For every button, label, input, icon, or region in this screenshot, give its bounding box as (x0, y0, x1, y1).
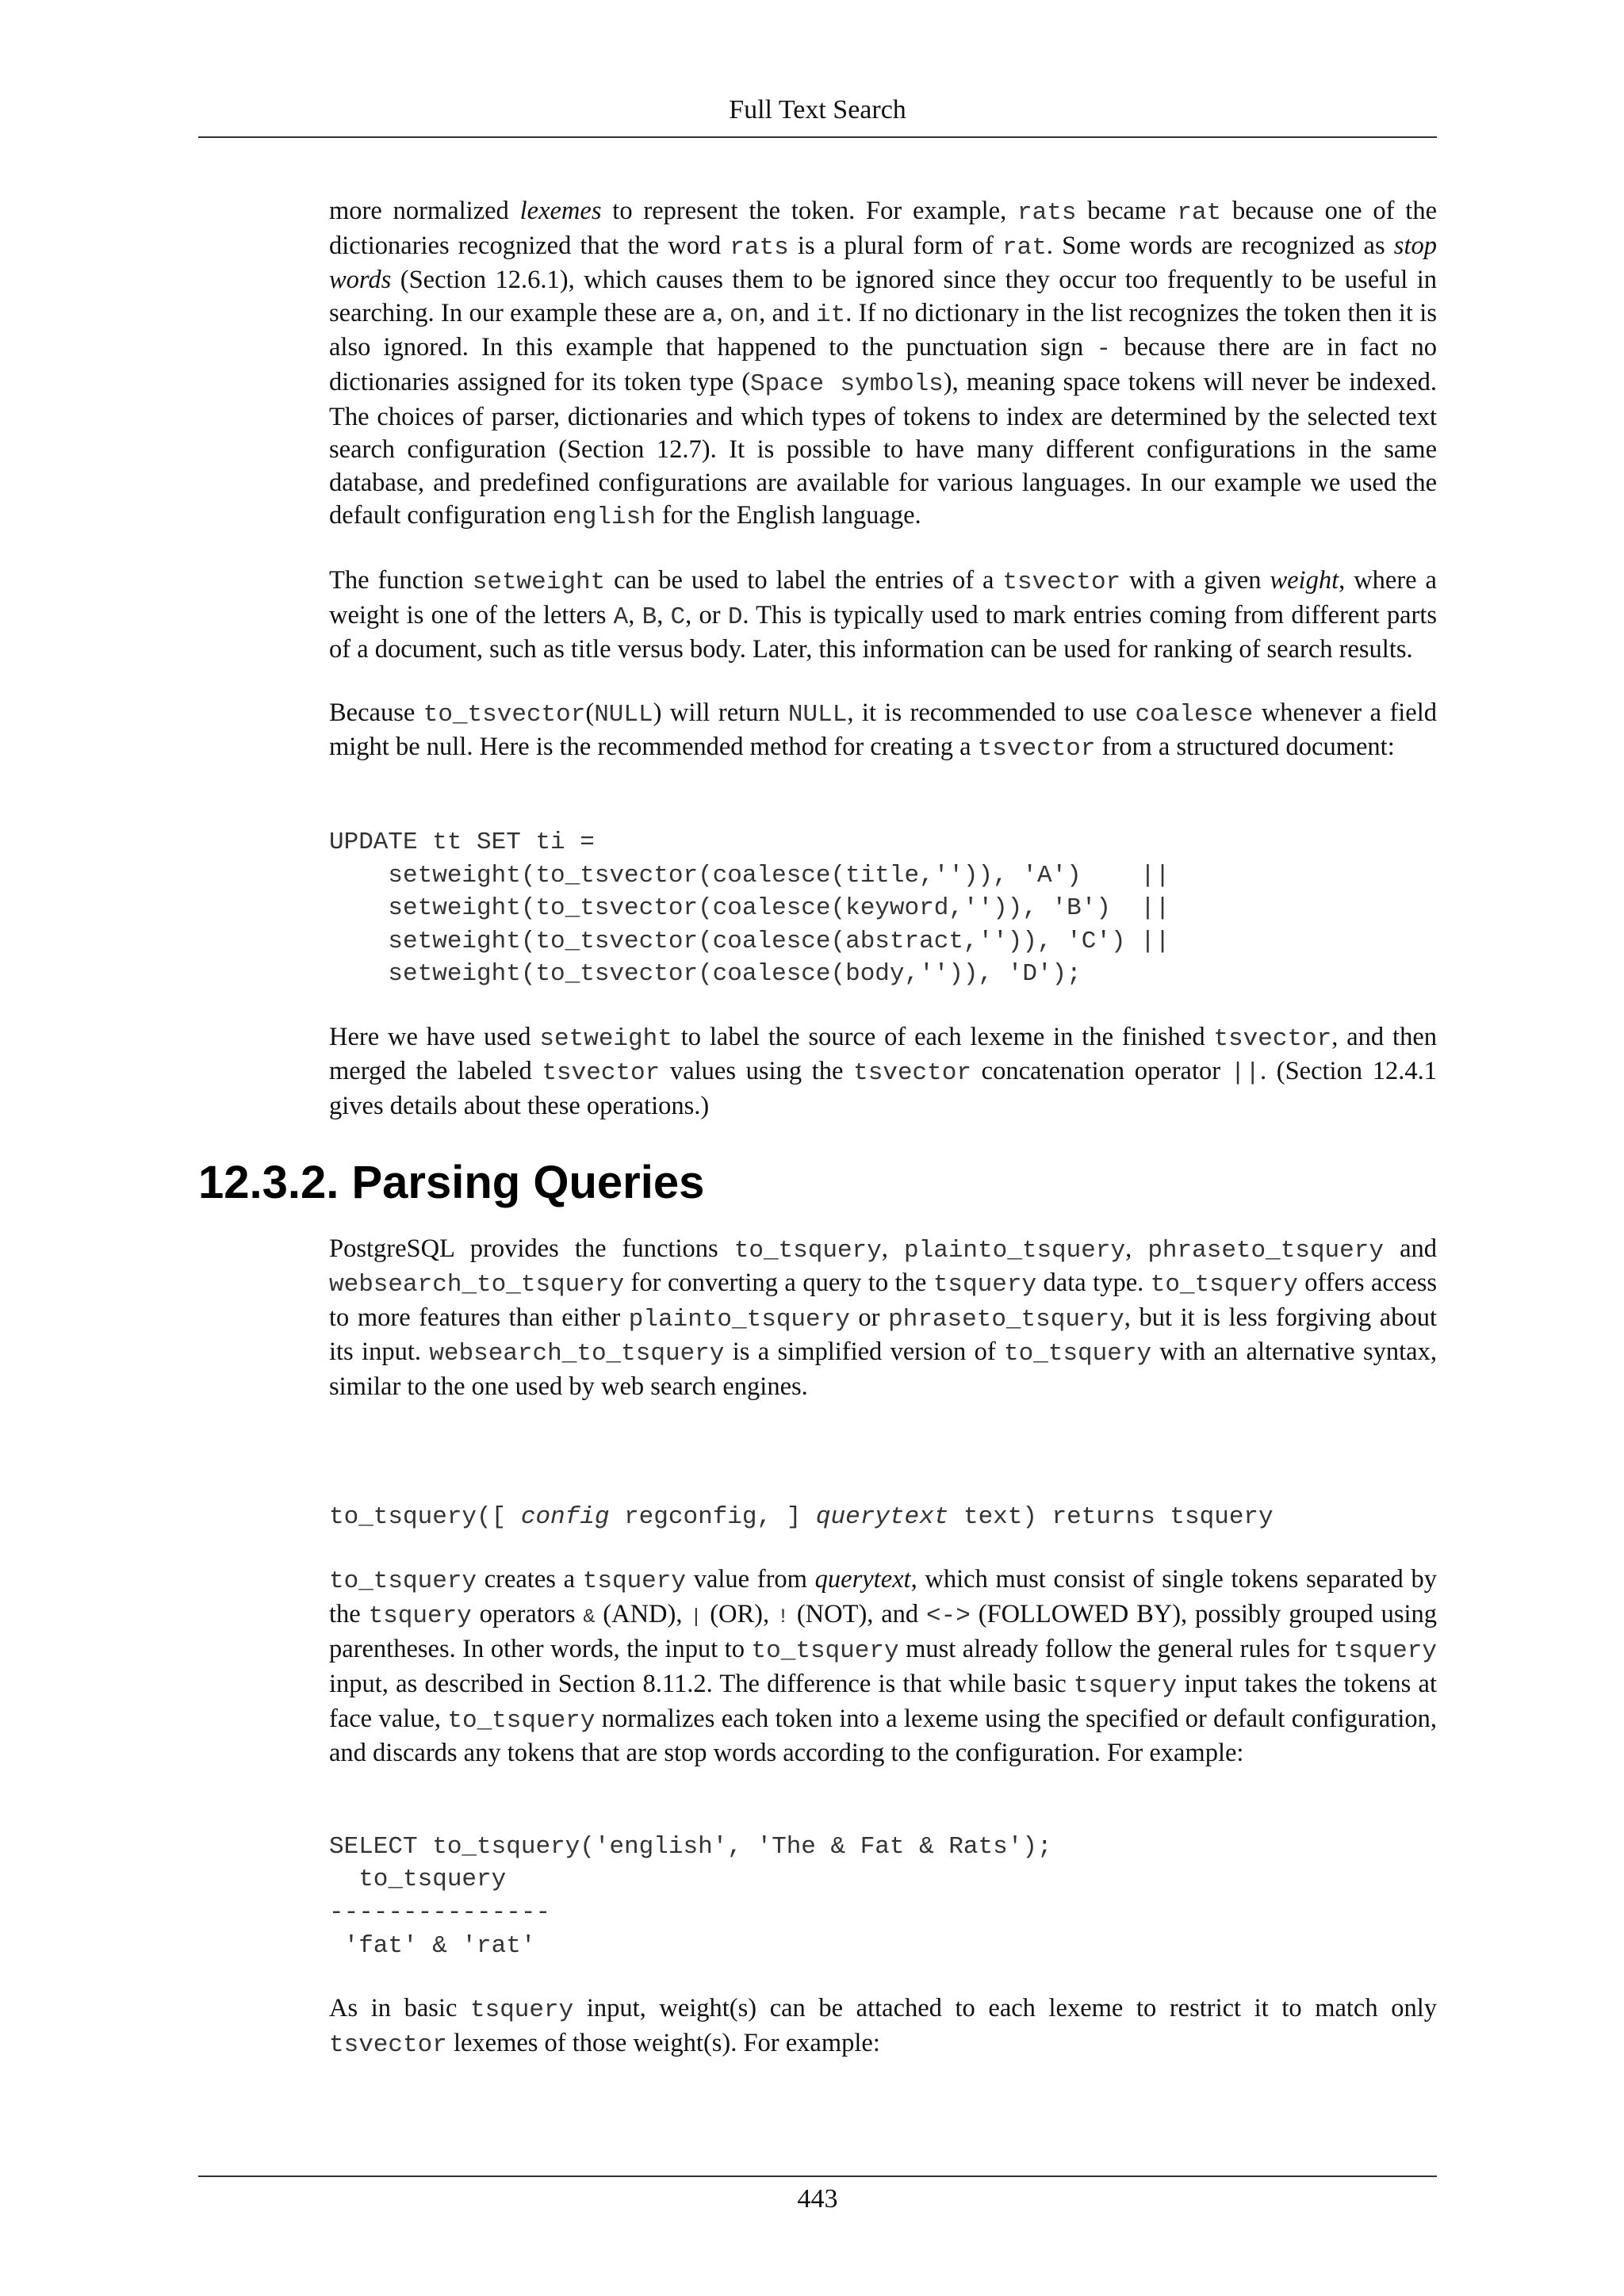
code-block-update: UPDATE tt SET ti = setweight(to_tsvector(coalesce(title,'')), 'A') || setweight(to_tsvector(coalesce(keyword,'')), 'B') || setweight(to_tsvector(coalesce(abstract,'')), 'C') || setweight(to_tsvector(coalesce(body,'')), 'D'); (329, 828, 1170, 989)
paragraph-lexemes: more normalized lexemes to represent the token. For example, rats became rat because one of the dictionaries recognized that the word rats is a plural form of rat. Some words are recognized as stop words (Section 12.6.1), which causes them to be ignored since they occur too frequently to be useful in searching. In our example these are a, on, and it. If no dictionary in the list recognizes the token then it is also ignored. In this example that happened to the punctuation sign - because there are in fact no dictionaries assigned for its token type (Space symbols), meaning space tokens will never be indexed. The choices of parser, dictionaries and which types of tokens to index are determined by the selected text search configuration (Section 12.7). It is possible to have many different configurations in the same database, and predefined configurations are available for various languages. In our example we used the default configuration english for the English language. (329, 197, 1438, 532)
section-heading: 12.3.2. Parsing Queries (198, 1156, 705, 1208)
header-rule (198, 136, 1437, 138)
page-number: 443 (797, 2184, 838, 2214)
footer-rule (198, 2175, 1437, 2177)
paragraph-functions: PostgreSQL provides the functions to_tsquery, plainto_tsquery, phraseto_tsquery and websearch_to_tsquery for converting a query to the tsquery data type. to_tsquery offers access to more features than either plainto_tsquery or phraseto_tsquery, but it is less forgiving about its input. websearch_to_tsquery is a simplified version of to_tsquery with an alternative syntax, similar to the one used by web search engines. (329, 1234, 1438, 1402)
paragraph-setweight: The function setweight can be used to label the entries of a tsvector with a given weight, where a weight is one of the letters A, B, C, or D. This is typically used to mark entries coming from different parts of a document, such as title versus body. Later, this information can be used for ranking of search results. (329, 565, 1438, 664)
paragraph-merged: Here we have used setweight to label the source of each lexeme in the finished tsvector, and then merged the labeled tsvector values using the tsvector concatenation operator ||. (Section 12.4.1 gives details about these operations.) (329, 1022, 1438, 1121)
paragraph-to-tsquery: to_tsquery creates a tsquery value from querytext, which must consist of single tokens separated by the tsquery operators & (AND), | (OR), ! (NOT), and <-> (FOLLOWED BY), possibly grouped using parentheses. In other words, the input to to_tsquery must already follow the general rules for tsquery input, as described in Section 8.11.2. The difference is that while basic tsquery input takes the tokens at face value, to_tsquery normalizes each token into a lexeme using the specified or default configuration, and discards any tokens that are stop words according to the configuration. For example: (329, 1565, 1437, 1768)
function-synopsis: to_tsquery([ config regconfig, ] querytext text) returns tsquery (329, 1502, 1274, 1531)
page-content (198, 195, 1438, 2061)
code-block-select: SELECT to_tsquery('english', 'The & Fat & Rats'); to_tsquery --------------- 'fat' & 'rat' (329, 1832, 1052, 1960)
paragraph-coalesce: Because to_tsvector(NULL) will return NULL, it is recommended to use coalesce whenever a field might be null. Here is the recommended method for creating a tsvector from a structured document: (329, 698, 1437, 763)
paragraph-weights: As in basic tsquery input, weight(s) can be attached to each lexeme to restrict it to match only tsvector lexemes of those weight(s). For example: (329, 1994, 1437, 2059)
page-header: Full Text Search (729, 95, 906, 124)
